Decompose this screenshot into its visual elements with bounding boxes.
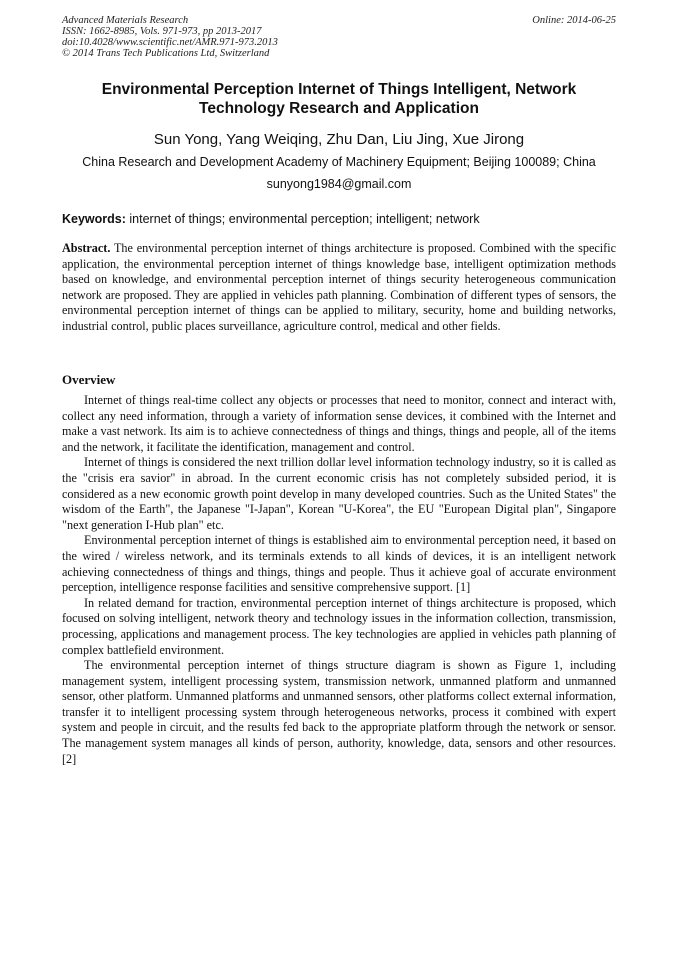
affiliation: China Research and Development Academy of Machinery Equipment; Beijing 100089; China: [82, 155, 596, 169]
keywords: [62, 211, 616, 227]
keywords-text: internet of things; environmental perception; intelligent; network: [129, 212, 480, 226]
journal-header: [62, 15, 616, 59]
copyright-line: © 2014 Trans Tech Publications Ltd, Switzerland: [62, 48, 270, 59]
doi-line: doi:10.4028/www.scientific.net/AMR.971-973.2013: [62, 37, 278, 48]
abstract: [62, 241, 616, 334]
author-email: sunyong1984@gmail.com: [266, 177, 412, 191]
paragraph: Internet of things real-time collect any objects or processes that need to monitor, connect and interact with, collect any need information, through a variety of information sense devices, it combined with the Internet and make a vast network. Its aim is to achieve connectedness of things and things, things and people, all of the items and the network, it facilitate the identification, management and control.: [62, 393, 616, 454]
paragraph: In related demand for traction, environmental perception internet of things architecture is proposed, which focused on solving intelligent, network theory and technology issues in the information collection, transmission, processing, applications and management process. The key technologies are applied in vehicles path planning of complex battlefield environment.: [62, 595, 616, 657]
online-date: Online: 2014-06-25: [532, 15, 616, 26]
paragraph: Environmental perception internet of things is established aim to environmental perception need, it based on the wired / wireless network, and its terminals extends to all kinds of devices, it is an intelligent network achieving connectedness of things and things, things and people. Thus it achieve goal of accurate environment perception, intelligence response facilities and sensitive comprehensive support. [1]: [62, 533, 616, 595]
abstract-text: The environmental perception internet of things architecture is proposed. Combined with the specific application, the environmental perception internet of things knowledge base, intelligent optimization methods based on knowledge, and environmental perception internet of things security heterogeneous communication network are proposed. They are applied in vehicles path planning. Combination of different types of sensors, the environmental perception internet of things can be applied to military, security, home and building networks, industrial control, public places surveillance, agriculture control, medical and other fields.: [62, 241, 617, 333]
abstract-label: Abstract.: [62, 241, 111, 255]
issn-line: ISSN: 1662-8985, Vols. 971-973, pp 2013-2017: [62, 26, 262, 37]
paragraph: Internet of things is considered the next trillion dollar level information technology industry, so it is called as the "crisis era savior" in abroad. In the current economic crisis has not completely subsided period, it is considered as a new economic growth point develop in many developed countries. Such as the United States" the wisdom of the Earth", the Japanese "I-Japan", Korean "U-Korea", the EU "European Digital plan", Singapore "next generation I-Hub plan" etc.: [62, 455, 616, 532]
paper-title: Environmental Perception Internet of Things Intelligent, Network Technology Research and Application: [101, 81, 577, 117]
section-heading-overview: Overview: [62, 372, 116, 387]
keywords-label: Keywords:: [62, 212, 126, 226]
paragraph: The environmental perception internet of things structure diagram is shown as Figure 1, including management system, intelligent processing system, transmission network, unmanned platform and unmanned sensor, other platform. Unmanned platforms and unmanned sensors, other platforms collect external information, transfer it to intelligent processing system through heterogeneous networks, process it combined with expert system and people in circuit, and the results fed back to the appropriate platform through the network or sensor. The management system manages all kinds of person, authority, knowledge, data, sensors and other resources. [2]: [62, 658, 616, 766]
journal-name: Advanced Materials Research: [62, 15, 189, 26]
author-list: Sun Yong, Yang Weiqing, Zhu Dan, Liu Jing, Xue Jirong: [153, 131, 525, 148]
overview-body: [62, 393, 616, 767]
